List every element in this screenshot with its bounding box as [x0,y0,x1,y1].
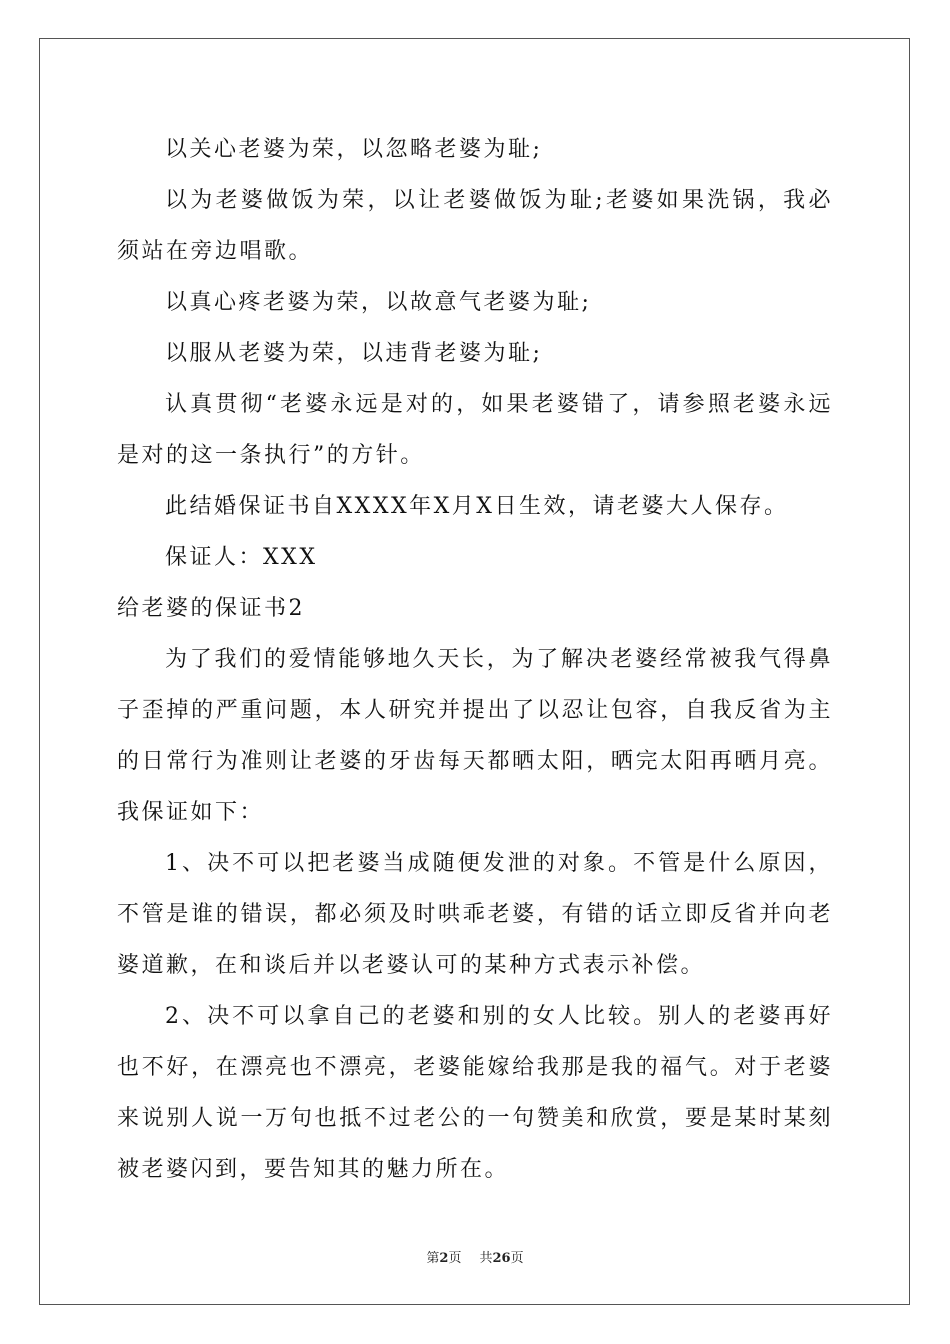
paragraph-6: 此结婚保证书自XXXX年X月X日生效，请老婆大人保存。 [165,494,789,519]
signer-line: 保证人：XXX [165,545,318,570]
page-suffix: 页 [448,1251,462,1266]
paragraph-item-1: 1、决不可以把老婆当成随便发泄的对象。不管是什么原因，不管是谁的错误，都必须及时哄乖老婆，有错的话立即反省并向老婆道歉，在和谈后并以老婆认可的某种方式表示补偿。 [117,851,833,978]
paragraph-item-2: 2、决不可以拿自己的老婆和别的女人比较。别人的老婆再好也不好，在漂亮也不漂亮，老婆能嫁给我那是我的福气。对于老婆来说别人说一万句也抵不过老公的一句赞美和欣赏，要是某时某刻被老婆闪到，要告知其的魅力所在。 [117,1004,833,1182]
paragraph-5: 认真贯彻“老婆永远是对的，如果老婆错了，请参照老婆永远是对的这一条执行”的方针。 [117,392,833,468]
page-number: 2 [439,1251,449,1266]
total-suffix: 页 [510,1251,524,1266]
section-heading: 给老婆的保证书2 [117,596,305,621]
paragraph-1: 以关心老婆为荣，以忽略老婆为耻; [165,137,543,162]
paragraph-4: 以服从老婆为荣，以违背老婆为耻; [165,341,543,366]
total-prefix: 共 [479,1251,493,1266]
total-pages: 26 [492,1251,511,1266]
page-footer [0,1247,950,1266]
paragraph-3: 以真心疼老婆为荣，以故意气老婆为耻; [165,290,592,315]
paragraph-2: 以为老婆做饭为荣，以让老婆做饭为耻;老婆如果洗锅，我必须站在旁边唱歌。 [117,188,833,264]
page-prefix: 第 [426,1251,440,1266]
document-body [117,124,833,1195]
paragraph-intro: 为了我们的爱情能够地久天长，为了解决老婆经常被我气得鼻子歪掉的严重问题，本人研究并提出了以忍让包容，自我反省为主的日常行为准则让老婆的牙齿每天都晒太阳，晒完太阳再晒月亮。我保证如下： [117,647,833,825]
